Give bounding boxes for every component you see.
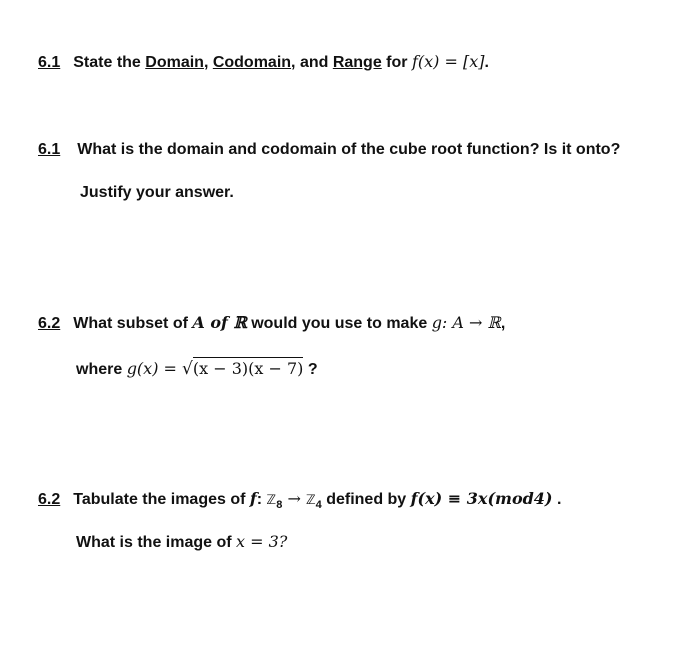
function-definition: g(x) = [126, 359, 183, 378]
punctuation: : [256, 491, 267, 508]
question-number: 6.2 [38, 491, 61, 508]
question-6-2-where [76, 359, 318, 380]
formula: f(x) = [x] [411, 52, 485, 71]
codomain-set: ℤ [305, 493, 316, 508]
question-text: Tabulate the images of [73, 491, 250, 508]
question-6-2-image [76, 532, 287, 553]
formula: x = 3? [236, 532, 288, 551]
question-number: 6.1 [38, 141, 61, 158]
domain-set: ℤ [266, 493, 277, 508]
term-range: Range [332, 54, 382, 71]
domain-subscript: 8 [276, 499, 283, 511]
separator: , [203, 54, 213, 71]
question-6-1-continuation [80, 183, 234, 203]
set-expression: A of ℝ [192, 313, 247, 332]
punctuation: . [552, 491, 562, 508]
square-root-icon: √ [182, 359, 193, 379]
question-6-2-tabulate [38, 489, 561, 511]
question-text: State the [73, 54, 146, 71]
question-text: would you use to make [246, 315, 432, 332]
arrow: → [282, 489, 306, 508]
question-6-1-cube-root [38, 140, 620, 160]
question-6-1-domain [38, 52, 489, 73]
mapping-expression: g: A → ℝ [431, 313, 501, 332]
question-text: defined by [321, 491, 411, 508]
question-text: where [76, 361, 127, 378]
question-text: What is the domain and codomain of the cube root function? Is it onto? [77, 141, 621, 158]
separator: , and [291, 54, 333, 71]
question-text: What subset of [73, 315, 193, 332]
punctuation: ? [303, 361, 318, 378]
formula: f(x) ≡ 3x(mod4) [410, 489, 553, 508]
question-6-2-subset [38, 313, 505, 334]
question-number: 6.1 [38, 54, 61, 71]
radicand: (x − 3)(x − 7) [192, 359, 304, 378]
term-domain: Domain [145, 54, 204, 71]
question-text: for [381, 54, 412, 71]
function-symbol: f [249, 489, 257, 508]
codomain-subscript: 4 [315, 499, 322, 511]
question-text: What is the image of [76, 534, 237, 551]
punctuation: . [484, 54, 489, 71]
term-codomain: Codomain [212, 54, 292, 71]
question-number: 6.2 [38, 315, 61, 332]
punctuation: , [500, 315, 506, 332]
question-text: Justify your answer. [80, 184, 234, 201]
